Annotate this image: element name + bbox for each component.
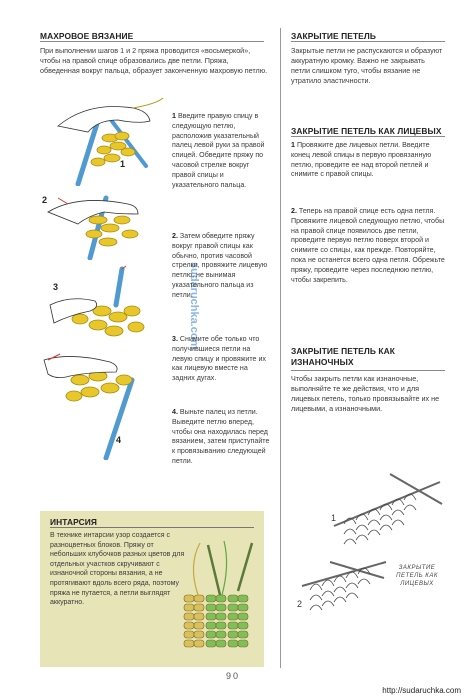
step-1-text: Введите правую спицу в следующую петлю, расположив указательный палец левой руки за правой спицей. Обведите пряжу по часовой стрелке вокруг правой спицы и указательного пальца. bbox=[172, 112, 265, 189]
right-fig-label-1: 1 bbox=[331, 513, 337, 523]
terry-illustration-1 bbox=[38, 96, 168, 186]
step-1 bbox=[172, 112, 272, 190]
intro-text: При выполнении шагов 1 и 2 пряжа проводится «восьмеркой», чтобы на правой спице образовались две петли. Пряжа, обведенная вокруг пальца, образует законченную махровую петлю. bbox=[40, 46, 268, 75]
step-4 bbox=[172, 408, 272, 467]
bindoff-rule bbox=[291, 41, 445, 42]
right-fig-label-2: 2 bbox=[297, 599, 303, 609]
knitwise-step-1-text: Провяжите две лицевых петли. Введите конец левой спицы в первую провязанную петлю, проведите ее над второй петлей и снимите с правой спицы. bbox=[291, 141, 432, 179]
fig-label-3: 3 bbox=[53, 282, 59, 292]
bindoff-caption: ЗАКРЫТИЕ ПЕТЕЛЬ КАК ЛИЦЕВЫХ bbox=[396, 565, 438, 587]
purlwise-rule bbox=[291, 370, 445, 371]
step-2-number: 2. bbox=[172, 232, 178, 240]
knitwise-step-2-number: 2. bbox=[291, 207, 297, 215]
step-1-number: 1 bbox=[172, 112, 176, 120]
fig-label-1: 1 bbox=[120, 159, 126, 169]
intarsia-heading: ИНТАРСИЯ bbox=[50, 517, 97, 527]
step-3-number: 3. bbox=[172, 335, 178, 343]
intarsia-text: В технике интарсии узор создается с разноцветных блоков. Пряжу от небольших клубочков разных цветов для отдельных участков скручивают с изнаночной стороны вязания, а не протягивают вдоль всего ряда, поэтому пряжа не путается, а петли выглядят аккуратно. bbox=[50, 532, 185, 607]
knitwise-step-2-text: Теперь на правой спице есть одна петля. Провяжите лицевой следующую петлю, чтобы на правой спице появилось две петли, проведите первую петлю поверх второй и снимите со спицы, как прежде. Повторяйте, пока не останется всего одна петля. Обрежьте пряжу, проведите через последнюю петлю, чтобы закрепить. bbox=[291, 207, 445, 284]
step-4-number: 4. bbox=[172, 408, 178, 416]
terry-illustration-4 bbox=[40, 350, 170, 460]
step-2 bbox=[172, 232, 272, 301]
step-2-text: Затем обведите пряжу вокруг правой спицы как обычно, против часовой стрелки, провяжите лицевую петлю, не вынимая указательного пальца из петли. bbox=[172, 232, 268, 299]
section-heading-purlwise: ЗАКРЫТИЕ ПЕТЕЛЬ КАК ИЗНАНОЧНЫХ bbox=[291, 346, 395, 367]
fig-label-4: 4 bbox=[116, 435, 122, 445]
bindoff-illustration-1 bbox=[330, 468, 450, 548]
step-3 bbox=[172, 335, 272, 384]
page-number: 90 bbox=[226, 671, 241, 681]
intarsia-box bbox=[40, 511, 264, 667]
section-heading-knitwise: ЗАКРЫТИЕ ПЕТЕЛЬ КАК ЛИЦЕВЫХ bbox=[291, 126, 442, 136]
column-divider bbox=[280, 28, 281, 668]
fig-label-2: 2 bbox=[42, 195, 48, 205]
terry-illustration-3 bbox=[40, 265, 170, 345]
purlwise-text: Чтобы закрыть петли как изнаночные, выполняйте те же действия, что и для лицевых петель, только провязывайте их не лицевыми, а изнаночными. bbox=[291, 374, 440, 413]
heading-rule bbox=[40, 41, 264, 42]
step-3-text: Снимите обе только что получившиеся петли на левую спицу и провяжите их как лицевую вместе на задних дугах. bbox=[172, 335, 266, 383]
knitwise-step-1 bbox=[291, 141, 447, 180]
section-heading-terry: МАХРОВОЕ ВЯЗАНИЕ bbox=[40, 31, 134, 41]
section-heading-bindoff: ЗАКРЫТИЕ ПЕТЕЛЬ bbox=[291, 31, 376, 41]
site-url[interactable]: http://sudaruchka.com bbox=[382, 686, 461, 695]
knitwise-step-1-number: 1 bbox=[291, 141, 295, 149]
intarsia-illustration bbox=[178, 525, 264, 667]
step-4-text: Выньте палец из петли. Выведите петлю вперед, чтобы она находилась перед вязанием, затем приступайте к провязыванию следующей петли. bbox=[172, 408, 270, 465]
watermark: sudaruchka.com bbox=[188, 262, 200, 350]
knitwise-step-2 bbox=[291, 207, 447, 285]
terry-illustration-2 bbox=[38, 190, 168, 260]
bindoff-illustration-2 bbox=[300, 556, 390, 626]
knitwise-rule bbox=[291, 136, 445, 137]
bindoff-text: Закрытые петли не распускаются и образуют аккуратную кромку. Важно не закрывать петли слишком туго, чтобы вязание не утратило эластичности. bbox=[291, 46, 443, 85]
